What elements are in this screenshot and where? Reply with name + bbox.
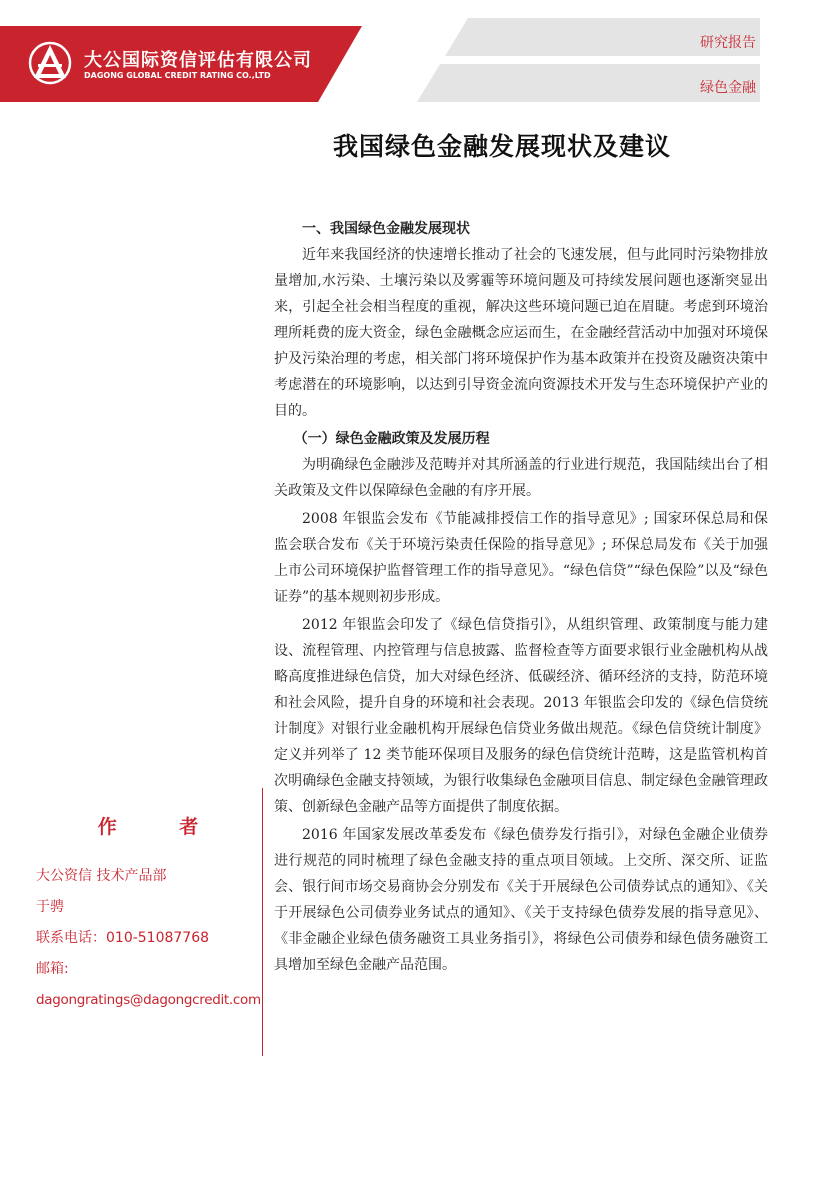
topic-tag: 绿色金融 (700, 80, 756, 96)
author-email[interactable]: dagongratings@dagongcredit.com (36, 992, 261, 1008)
report-type-tag: 研究报告 (700, 35, 756, 51)
author-email-label: 邮箱: (36, 961, 69, 977)
author-sidebar (36, 812, 260, 1016)
author-phone: 联系电话：010-51087768 (36, 930, 210, 946)
article-body (274, 216, 768, 980)
paragraph: 2016 年国家发展改革委发布《绿色债券发行指引》，对绿色金融企业债券进行规范的同时梳理了绿色金融支持的重点项目领域。上交所、深交所、证监会、银行间市场交易商协会分别发布《关于开展绿色公司债券试点的通知》、《关于开展绿色公司债券业务试点的通知》、《关于支持绿色债券发展的指导意见》、《非金融企业绿色债务融资工具业务指引》，将绿色公司债券和绿色债务融资工具增加至绿色金融产品范围。 (274, 827, 768, 973)
paragraph: 2012 年银监会印发了《绿色信贷指引》，从组织管理、政策制度与能力建设、流程管理、内控管理与信息披露、监督检查等方面要求银行业金融机构从战略高度推进绿色信贷，加大对绿色经济、低碳经济、循环经济的支持，防范环境和社会风险，提升自身的环境和社会表现。2013 年银监会印发的《绿色信贷统计制度》对银行业金融机构开展绿色信贷业务做出规范。《绿色信贷统计制度》定义并列举了 12 类节能环保项目及服务的绿色信贷统计范畴，这是监管机构首次明确绿色金融支持领域，为银行收集绿色金融项目信息、制定绿色金融管理政策、创新绿色金融产品等方面提供了制度依据。 (274, 617, 768, 815)
author-heading: 作 者 (97, 816, 227, 838)
sidebar-divider (262, 788, 263, 1056)
author-name: 于骋 (36, 899, 64, 915)
paragraph: 为明确绿色金融涉及范畴并对其所涵盖的行业进行规范，我国陆续出台了相关政策及文件以保障绿色金融的有序开展。 (274, 457, 768, 499)
author-department: 大公资信 技术产品部 (36, 868, 167, 884)
section-heading: 一、我国绿色金融发展现状 (302, 221, 470, 237)
page-title: 我国绿色金融发展现状及建议 (333, 132, 672, 161)
company-name-cn: 大公国际资信评估有限公司 (84, 50, 312, 71)
subsection-heading: （一）绿色金融政策及发展历程 (293, 431, 490, 447)
paragraph: 2008 年银监会发布《节能减排授信工作的指导意见》; 国家环保总局和保监会联合发布《关于环境污染责任保险的指导意见》; 环保总局发布《关于加强上市公司环境保护监督管理工作的指导意见》。“绿色信贷”“绿色保险”以及“绿色证券”的基本规则初步形成。 (274, 511, 768, 605)
company-name-en: DAGONG GLOBAL CREDIT RATING CO.,LTD (84, 71, 271, 80)
paragraph: 近年来我国经济的快速增长推动了社会的飞速发展，但与此同时污染物排放量增加,水污染、土壤污染以及雾霾等环境问题及可持续发展问题也逐渐突显出来，引起全社会相当程度的重视，解决这些环境问题已迫在眉睫。考虑到环境治理所耗费的庞大资金，绿色金融概念应运而生，在金融经营活动中加强对环境保护及污染治理的考虑，相关部门将环境保护作为基本政策并在投资及融资决策中考虑潜在的环境影响，以达到引导资金流向资源技术开发与生态环境保护产业的目的。 (274, 247, 768, 419)
